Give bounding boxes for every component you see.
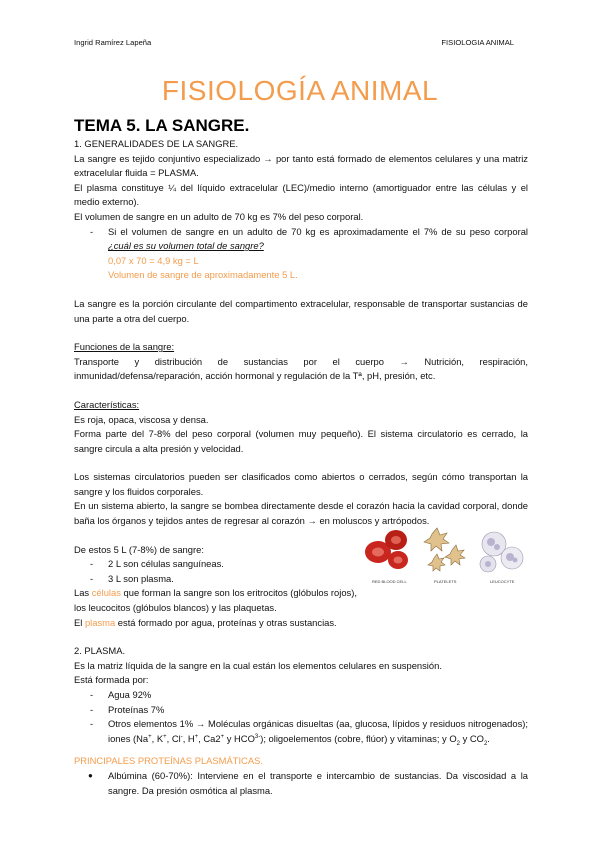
- funciones-heading: Funciones de la sangre:: [74, 341, 175, 353]
- blood-cells-svg: [362, 520, 528, 575]
- albumina-item: ● Albúmina (60-70%): Interviene en el transporte e intercambio de sustancias. Da viscosidad a la sangre. Da presión osmótica al plasma.: [74, 769, 528, 798]
- list-item-otros: - Otros elementos 1% → Moléculas orgánicas disueltas (aa, glucosa, lípidos y residuos nitrogenados); iones (Na+, K+, Cl-, H+, Ca2+ y $HCO^{3-}$); oligoelementos (cobre, flúor) y vitaminas; y $O_2$ y $CO_2$.: [74, 717, 528, 746]
- blood-cells-illustration: [362, 520, 528, 582]
- list-item: - Proteínas 7%: [74, 703, 528, 718]
- red-blood-cell-icon: [365, 530, 408, 569]
- paragraph: Los sistemas circulatorios pueden ser clasificados como abiertos o cerrados, según cómo transportan la sangre y los fluidos corporales.: [74, 471, 528, 497]
- question-item: - Si el volumen de sangre en un adulto de 70 kg es aproximadamente el 7% de su peso corporal ¿cuál es su volumen total de sangre?: [74, 225, 528, 254]
- caption-rbc: RED BLOOD CELL: [372, 579, 407, 584]
- paragraph: Está formada por:: [74, 674, 149, 686]
- caption-leucocyte: LEUCOCYTE: [490, 579, 515, 584]
- caracteristicas-heading: Características:: [74, 398, 140, 410]
- header-subject: FISIOLOGIA ANIMAL: [441, 38, 514, 47]
- composicion-intro: De estos 5 L (7-8%) de sangre:: [74, 543, 204, 555]
- funciones-text: Transporte y distribución de sustancias por el cuerpo → Nutrición, respiración, inmunidad/defensa/reparación, acción hormonal y regulación de la Tª, pH, presión, etc.: [74, 355, 528, 382]
- section-2-heading: 2. PLASMA.: [74, 645, 126, 657]
- list-item: - 3 L son plasma.: [74, 572, 528, 587]
- paragraph: La sangre es tejido conjuntivo especializado → por tanto está formado de elementos celulares y una matriz extracelular fluida = PLASMA.: [74, 152, 528, 179]
- caption-platelets: PLATELETS: [434, 579, 457, 584]
- list-item: - Agua 92%: [74, 688, 528, 703]
- plasma-paragraph: El plasma está formado por agua, proteínas y otras sustancias.: [74, 616, 337, 628]
- tema-title: TEMA 5. LA SANGRE.: [74, 116, 250, 135]
- celulas-paragraph: Las células que forman la sangre son los eritrocitos (glóbulos rojos), los leucocitos (glóbulos blancos) y las plaquetas.: [74, 587, 357, 614]
- section-1-heading: 1. GENERALIDADES DE LA SANGRE.: [74, 138, 239, 149]
- calculation: 0,07 x 70 = 4,9 kg = L: [108, 254, 199, 266]
- answer: Volumen de sangre de aproximadamente 5 L.: [108, 269, 298, 281]
- paragraph: La sangre es la porción circulante del compartimento extracelular, responsable de transportar sustancias de una parte a otra del cuerpo.: [74, 297, 528, 324]
- paragraph: El plasma constituye ¼ del líquido extracelular (LEC)/medio interno (amortiguador entre las células y el medio externo).: [74, 181, 528, 208]
- paragraph: Forma parte del 7-8% del peso corporal (volumen muy pequeño). El sistema circulatorio es cerrado, la sangre circula a alta presión y velocidad.: [74, 428, 528, 454]
- paragraph: En un sistema abierto, la sangre se bombea directamente desde el corazón hacia la cavidad corporal, donde baña los órganos y tejidos antes de regresar al corazón → en moluscos y artrópodos.: [74, 500, 528, 527]
- document-body: [74, 115, 528, 798]
- paragraph: Es la matriz líquida de la sangre en la cual están los elementos celulares en suspensión.: [74, 659, 442, 671]
- leucocyte-icon: [480, 532, 523, 572]
- platelets-icon: [424, 528, 465, 571]
- paragraph: Es roja, opaca, viscosa y densa.: [74, 413, 209, 425]
- paragraph: El volumen de sangre en un adulto de 70 kg es 7% del peso corporal.: [74, 210, 364, 222]
- page-title: FISIOLOGÍA ANIMAL: [161, 75, 439, 106]
- list-item: - 2 L son células sanguíneas.: [74, 557, 528, 572]
- proteins-heading: PRINCIPALES PROTEÍNAS PLASMÁTICAS.: [74, 755, 263, 767]
- header-author: Ingrid Ramírez Lapeña: [74, 38, 152, 47]
